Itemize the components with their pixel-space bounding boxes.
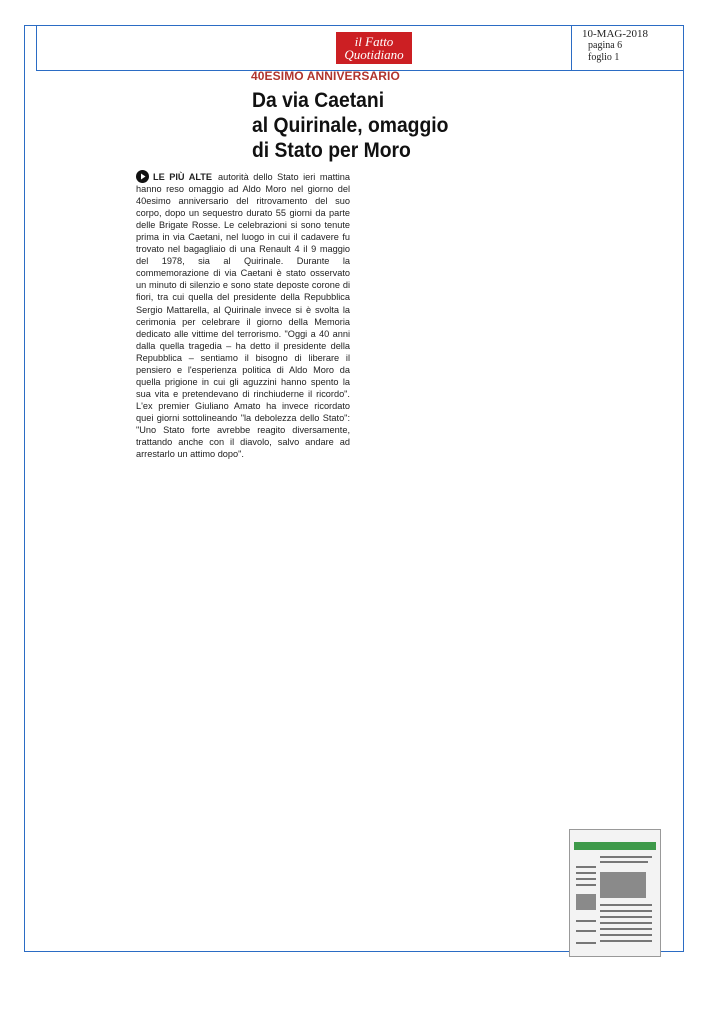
article-lead-in: LE PIÙ ALTE [153, 172, 213, 182]
clipping-date: 10-MAG-2018 [582, 28, 648, 40]
article-headline [252, 88, 546, 163]
article-body [136, 170, 350, 460]
thumbnail-photo [600, 872, 646, 898]
thumbnail-line [600, 940, 652, 942]
thumbnail-line [600, 861, 648, 863]
page-frame [24, 25, 684, 952]
logo-line-1: il Fatto [354, 34, 394, 49]
header-left-divider [36, 25, 37, 71]
thumbnail-line [600, 922, 652, 924]
thumbnail-line [576, 930, 596, 932]
headline-line-3: di Stato per Moro [252, 139, 411, 162]
thumbnail-line [576, 884, 596, 886]
play-circle-icon [136, 170, 149, 183]
headline-line-2: al Quirinale, omaggio [252, 114, 449, 137]
thumbnail-line [576, 866, 596, 868]
thumbnail-line [576, 878, 596, 880]
logo-line-2: Quotidiano [344, 47, 404, 62]
thumbnail-line [600, 856, 652, 858]
clipping-meta [571, 25, 685, 71]
thumbnail-line [600, 910, 652, 912]
clipping-page: pagina 6 [588, 40, 623, 51]
article-kicker: 40ESIMO ANNIVERSARIO [251, 69, 400, 83]
page-thumbnail [569, 829, 661, 957]
article-body-text: autorità dello Stato ieri mattina hanno reso omaggio ad Aldo Moro nel giorno del 40esimo anniversario del ritrovamento del suo corpo, dopo un sequestro durato 55 giorni da parte delle Brigate Rosse. Le celebrazioni si sono tenute prima in via Caetani, nel luogo in cui il cadavere fu trovato nel bagagliaio di una Renault 4 il 9 maggio del 1978, sia al Quirinale. Durante la commemorazione di via Caetani è stato osservato un minuto di silenzio e sono state deposte corone di fiori, tra cui quella del presidente della Repubblica Sergio Mattarella, al Quirinale invece si è svolta la cerimonia per celebrare il giorno della Memoria dedicato alle vittime del terrorismo. "Oggi a 40 anni dalla quella tragedia – ha detto il presidente della Repubblica – sentiamo il bisogno di liberare il pensiero e l'esperienza politica di Aldo Moro da quella prigione in cui gli aguzzini hanno spento la sua vita e pretendevano di rinchiuderne il ricordo". L'ex premier Giuliano Amato ha invece ricordato quei giorni sottolineando "la debolezza dello Stato": "Uno Stato forte avrebbe reagito diversamente, trattando anche con il diavolo, salvo andare ad arrestarlo un attimo dopo". [136, 172, 350, 460]
thumbnail-line [576, 920, 596, 922]
thumbnail-line [600, 916, 652, 918]
clipping-sheet: foglio 1 [588, 52, 620, 63]
headline-line-1: Da via Caetani [252, 89, 385, 112]
thumbnail-header-bar [574, 842, 656, 850]
newspaper-logo [336, 32, 412, 64]
thumbnail-line [576, 942, 596, 944]
thumbnail-line [576, 872, 596, 874]
thumbnail-line [600, 934, 652, 936]
thumbnail-photo [576, 894, 596, 910]
thumbnail-line [600, 904, 652, 906]
thumbnail-line [600, 928, 652, 930]
